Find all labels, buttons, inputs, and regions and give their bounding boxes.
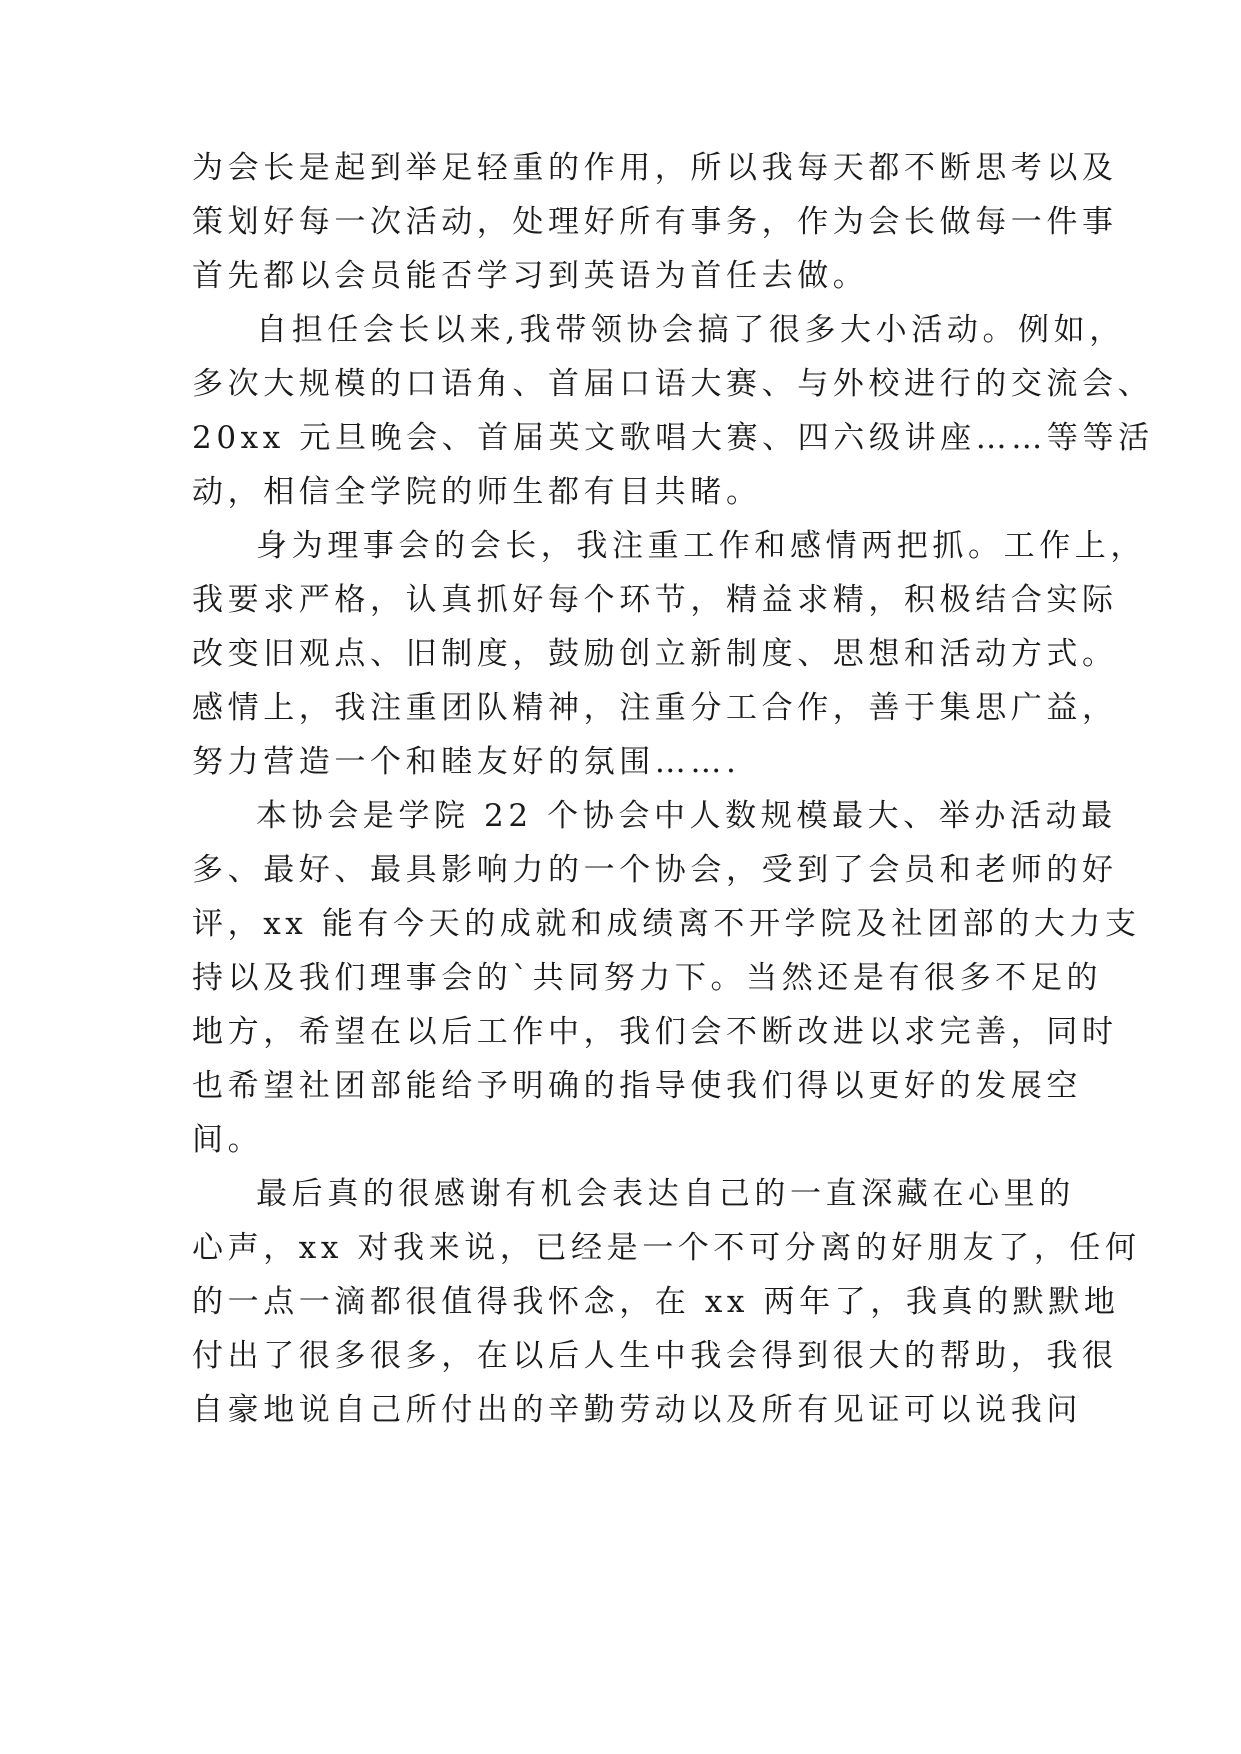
text-line: 也希望社团部能给予明确的指导使我们得以更好的发展空 [192, 1068, 1082, 1104]
text-line: 我要求严格，认真抓好每个环节，精益求精，积极结合实际 [192, 582, 1118, 618]
text-line: 感情上，我注重团队精神，注重分工合作，善于集思广益， [192, 690, 1118, 726]
text-line: 策划好每一次活动，处理好所有事务，作为会长做每一件事 [192, 204, 1118, 240]
text-line: 评，xx 能有今天的成就和成绩离不开学院及社团部的大力支 [192, 906, 1141, 942]
text-line: 多次大规模的口语角、首届口语大赛、与外校进行的交流会、 [192, 366, 1154, 402]
text-line: 改变旧观点、旧制度，鼓励创立新制度、思想和活动方式。 [192, 636, 1118, 672]
text-line: 地方，希望在以后工作中，我们会不断改进以求完善，同时 [192, 1014, 1118, 1050]
text-line: 20xx 元旦晚会、首届英文歌唱大赛、四六级讲座……等等活 [192, 420, 1154, 456]
text-line: 最后真的很感谢有机会表达自己的一直深藏在心里的 [256, 1176, 1075, 1212]
text-line: 身为理事会的会长，我注重工作和感情两把抓。工作上， [256, 528, 1146, 564]
text-line: 动，相信全学院的师生都有目共睹。 [192, 474, 762, 510]
text-line: 间。 [192, 1122, 264, 1158]
text-line: 努力营造一个和睦友好的氛围……. [192, 744, 741, 780]
text-line: 多、最好、最具影响力的一个协会，受到了会员和老师的好 [192, 852, 1118, 888]
text-line: 自担任会长以来,我带领协会搞了很多大小活动。例如， [256, 312, 1125, 348]
text-line: 持以及我们理事会的`共同努力下。当然还是有很多不足的 [192, 960, 1103, 996]
text-line: 首先都以会员能否学习到英语为首任去做。 [192, 258, 869, 294]
text-line: 付出了很多很多，在以后人生中我会得到很大的帮助，我很 [192, 1338, 1118, 1374]
text-line: 的一点一滴都很值得我怀念，在 xx 两年了，我真的默默地 [192, 1284, 1120, 1320]
text-line: 心声，xx 对我来说，已经是一个不可分离的好朋友了，任何 [192, 1230, 1141, 1266]
text-line: 本协会是学院 22 个协会中人数规模最大、举办活动最 [256, 798, 1117, 834]
text-line: 自豪地说自己所付出的辛勤劳动以及所有见证可以说我问 [192, 1392, 1082, 1428]
text-line: 为会长是起到举足轻重的作用，所以我每天都不断思考以及 [192, 150, 1118, 186]
